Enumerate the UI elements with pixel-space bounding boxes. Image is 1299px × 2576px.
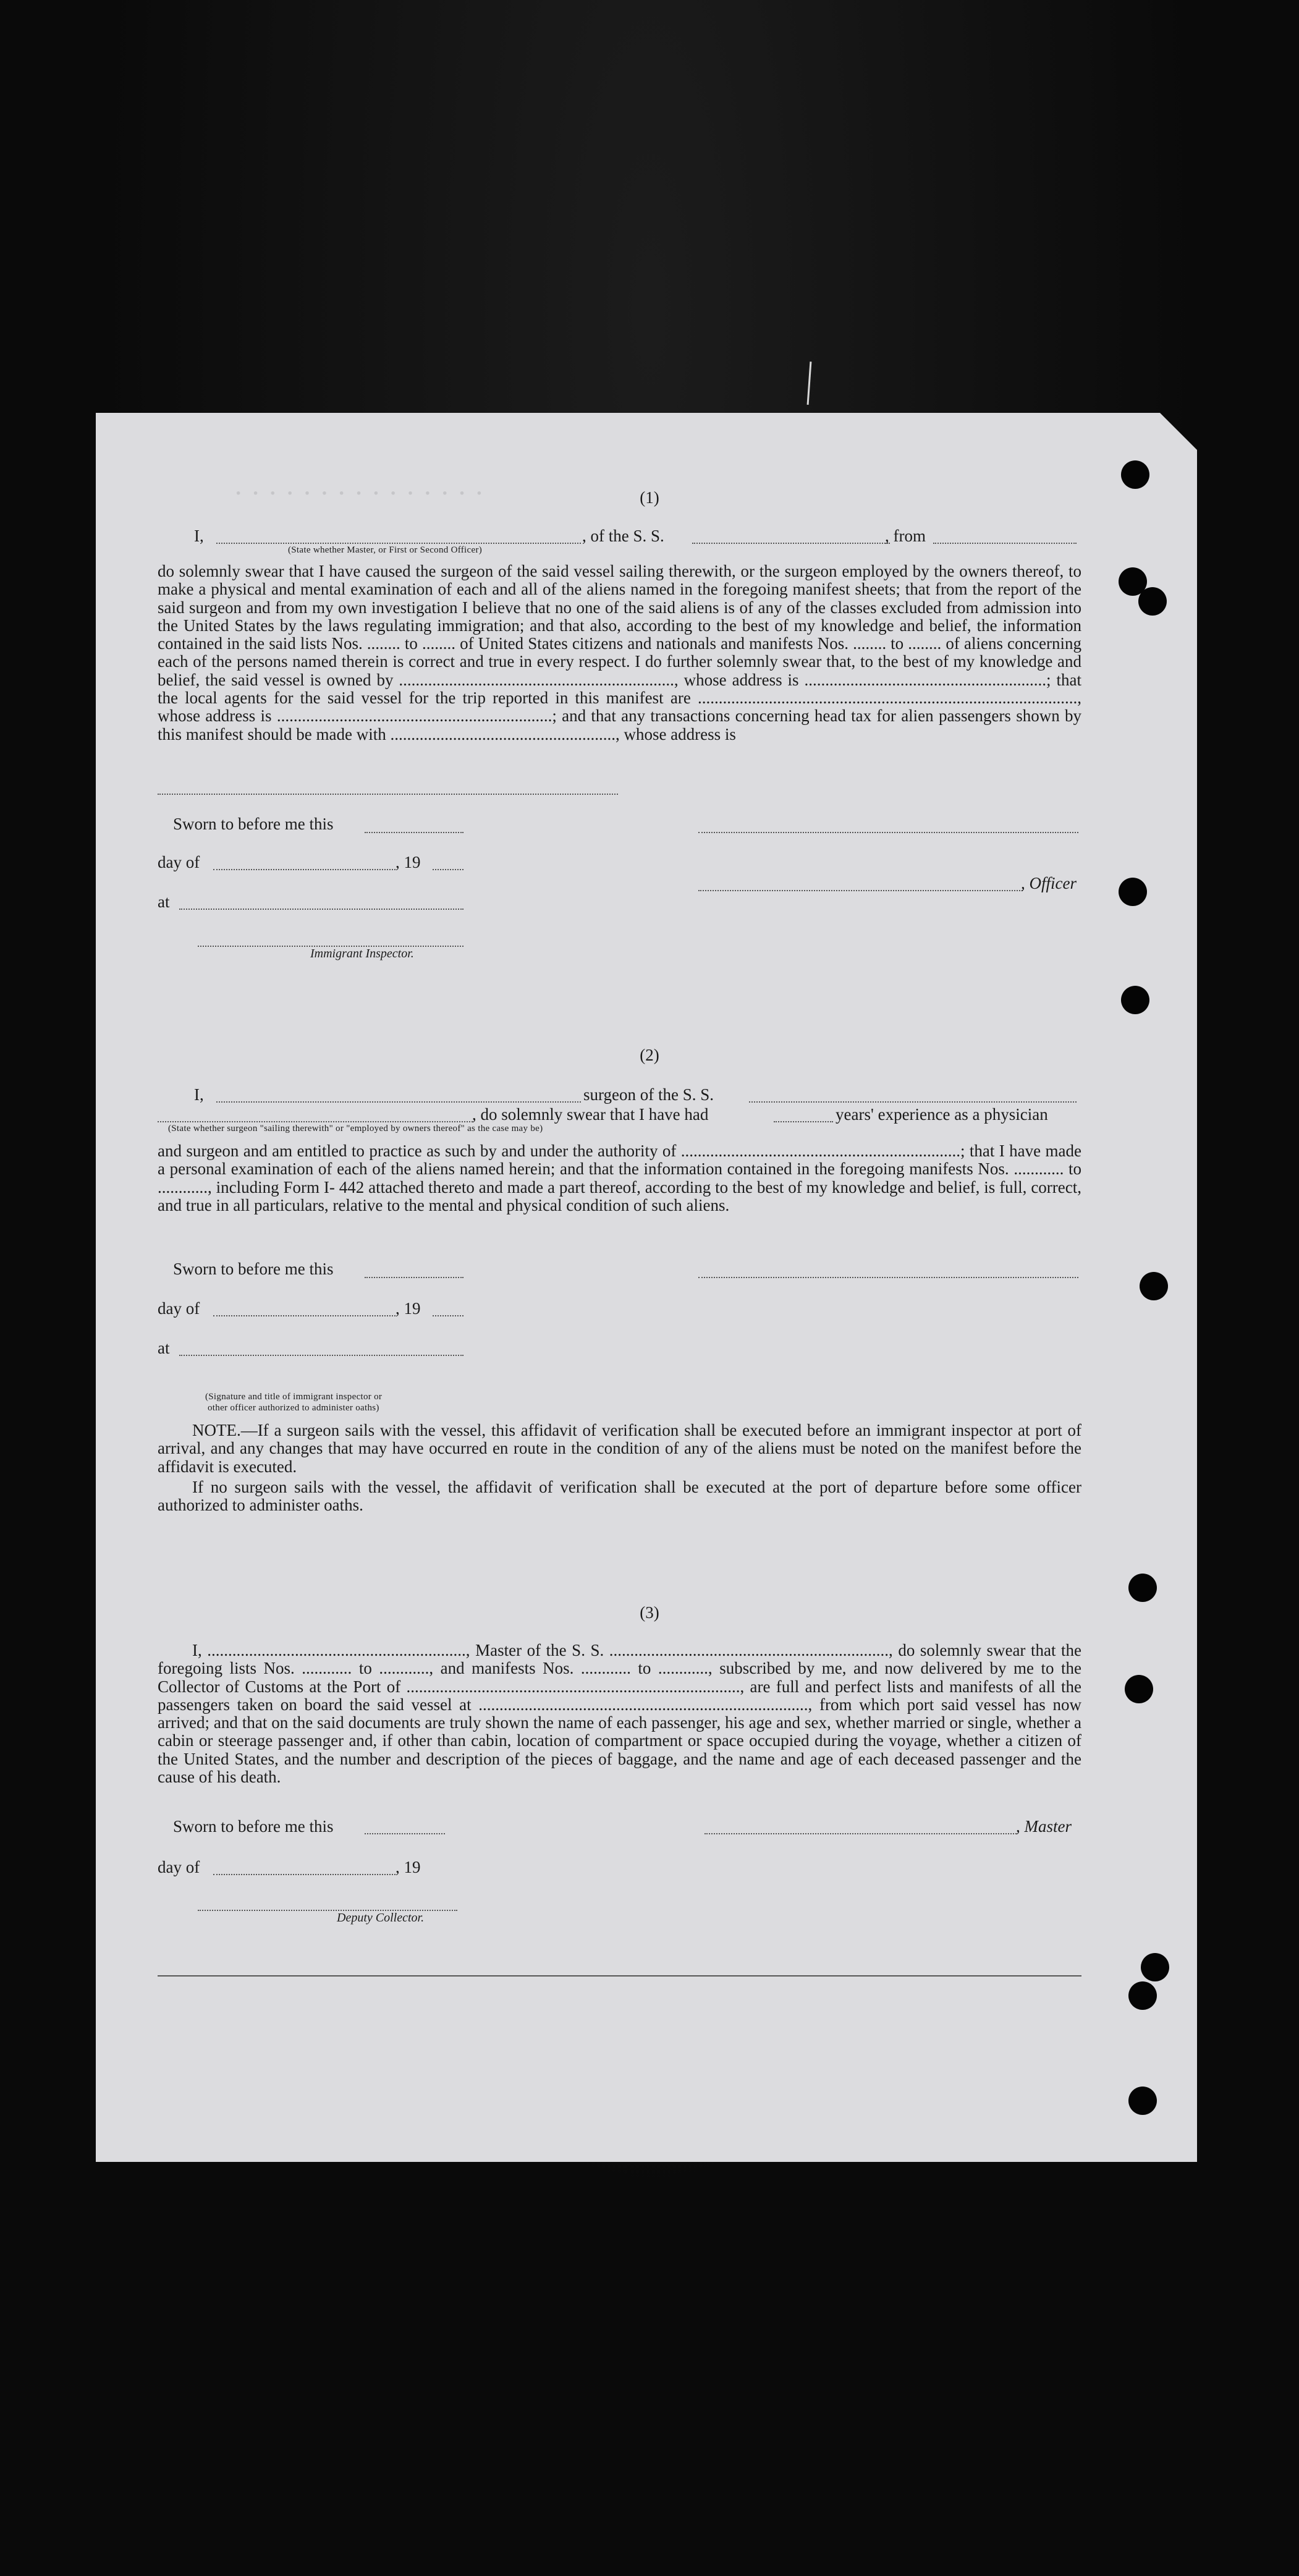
section-2-day-of: day of — [158, 1299, 200, 1318]
section-2-surgeon-of: surgeon of the S. S. — [583, 1085, 714, 1104]
section-1-day-field[interactable] — [213, 868, 396, 870]
officer-signature-field[interactable] — [698, 889, 1023, 891]
section-3-day-field[interactable] — [213, 1873, 396, 1875]
section-2-sworn-field[interactable] — [365, 1276, 463, 1278]
section-1-year-field[interactable] — [433, 868, 463, 870]
master-label: , Master — [1016, 1817, 1072, 1836]
surgeon-type-field[interactable] — [158, 1120, 473, 1122]
punch-hole — [1128, 1981, 1157, 2010]
punch-hole — [1121, 986, 1149, 1014]
section-2-at-field[interactable] — [179, 1354, 463, 1356]
section-2-year-field[interactable] — [433, 1314, 463, 1316]
section-1-sworn: Sworn to before me this — [173, 815, 334, 833]
punch-hole — [1141, 1953, 1169, 1981]
section-2-year: , 19 — [396, 1299, 421, 1318]
section-1-of-ss: , of the S. S. — [582, 527, 664, 545]
punch-hole — [1119, 878, 1147, 906]
section-3-oath-paragraph: I, .............................................................., Master of the S. S. ..................................................................., do solemnly swear that the foregoing lists Nos. ............ to ............, and manifests Nos. ............ to ............, subscribed by me, and now delivered by me to the Collector of Customs at the Port of ................................................................................, are full and perfect lists and manifests of all the passengers taken on board the said vessel at ..............................................................................., from which port said vessel has now arrived; and that on the said documents are truly shown the name of each passenger, his age and sex, whether married or single, whether a cabin or steerage passenger and, if other than cabin, location of compartment or space occupied during the voyage, whether a citizen of the United States, and the number and description of the pieces of baggage, and the name and age of each deceased passenger and the cause of his death. — [158, 1641, 1081, 1787]
punch-hole — [1121, 460, 1149, 489]
years-experience-field[interactable] — [774, 1120, 833, 1122]
bottom-rule — [158, 1975, 1081, 1976]
signature-note-line-2: other officer authorized to administer oaths) — [208, 1403, 379, 1413]
collector-label: Deputy Collector. — [337, 1911, 425, 1925]
punch-hole — [1128, 1574, 1157, 1602]
section-2-years: years' experience as a physician — [836, 1105, 1048, 1124]
section-2-at: at — [158, 1339, 170, 1357]
punch-hole — [1138, 587, 1167, 616]
section-3-year: , 19 — [396, 1858, 421, 1876]
continuation-line[interactable] — [158, 792, 618, 795]
section-2-day-field[interactable] — [213, 1314, 396, 1316]
section-2-number: (2) — [640, 1046, 659, 1064]
surgeon-note: (State whether surgeon "sailing therewith" or "employed by owners thereof" as the case may be) — [168, 1124, 543, 1133]
section-1-at: at — [158, 892, 170, 911]
section-3-sworn: Sworn to before me this — [173, 1817, 334, 1836]
punch-hole — [1140, 1272, 1168, 1300]
section-2-i: I, — [194, 1085, 204, 1104]
bleed-through-text: · · · · · · · · · · · · · · · — [235, 482, 486, 505]
section-1-sworn-field[interactable] — [365, 831, 463, 833]
surgeon-name-field[interactable] — [216, 1100, 581, 1103]
signature-note-line-1: (Signature and title of immigrant inspector or — [205, 1392, 383, 1402]
section-2-note-1: NOTE.—If a surgeon sails with the vessel, this affidavit of verification shall be executed before an immigrant inspector at port of arrival, and any changes that may have occurred en route in the condition of any of the aliens must be noted on the manifest before the affidavit is executed. — [158, 1421, 1081, 1476]
section-2-sworn: Sworn to before me this — [173, 1260, 334, 1278]
section-2-oath-paragraph: and surgeon and am entitled to practice as such by and under the authority of ...................................................................; that I have made a personal examination of each of the aliens named herein; and that the information contained in the foregoing manifests Nos. ............ to ............, including Form I- 442 attached thereto and made a part thereof, according to the best of my knowledge and belief, is full, correct, and true in all particulars, relative to the mental and physical condition of such aliens. — [158, 1142, 1081, 1214]
section-2-note-2: If no surgeon sails with the vessel, the affidavit of verification shall be executed at the port of departure before some officer authorized to administer oaths. — [158, 1478, 1081, 1515]
officer-label: , Officer — [1021, 874, 1077, 892]
section-1-i: I, — [194, 527, 204, 545]
section-2-vessel-field[interactable] — [749, 1100, 1077, 1103]
section-1-number: (1) — [640, 488, 659, 507]
section-3-day-of: day of — [158, 1858, 200, 1876]
section-3-sworn-field[interactable] — [365, 1832, 445, 1834]
inspector-label: Immigrant Inspector. — [310, 947, 414, 960]
punch-hole — [1125, 1675, 1153, 1703]
section-1-day-of: day of — [158, 853, 200, 871]
section-3-number: (3) — [640, 1603, 659, 1622]
master-name-field[interactable] — [216, 541, 581, 544]
section-1-from: , from — [885, 527, 926, 545]
role-note: (State whether Master, or First or Second Officer) — [288, 545, 483, 555]
section-1-year: , 19 — [396, 853, 421, 871]
departure-port-field[interactable] — [933, 541, 1077, 544]
punch-hole — [1128, 2087, 1157, 2115]
section-1-oath-paragraph: do solemnly swear that I have caused the surgeon of the said vessel sailing therewith, or the surgeon employed by the owners thereof, to make a physical and mental examination of each and all of the aliens named in the foregoing manifest sheets; that from the report of the said surgeon and from my own investigation I believe that no one of the said aliens is of any of the classes excluded from admission into the United States by the laws regulating immigration; and that also, according to the best of my knowledge and belief, the information contained in the said lists Nos. ........ to ........ of United States citizens and nationals and manifests Nos. ........ to ........ of aliens concerning each of the persons named therein is correct and true in every respect. I do further solemnly swear that, to the best of my knowledge and belief, the said vessel is owned by .................................................................., whose address is ..........................................................; that the local agents for the said vessel for the trip reported in this manifest are ..........................................................................................., whose address is ..................................................................; and that any transactions concerning head tax for alien passengers shown by this manifest should be made with ......................................................, whose address is — [158, 562, 1081, 744]
section-1-blank-line[interactable] — [698, 831, 1078, 833]
vessel-name-field[interactable] — [692, 541, 890, 544]
master-signature-field[interactable] — [705, 1832, 1017, 1834]
section-1-at-field[interactable] — [179, 907, 463, 910]
section-2-blank-line[interactable] — [698, 1276, 1078, 1278]
section-2-swear: , do solemnly swear that I have had — [472, 1105, 709, 1124]
